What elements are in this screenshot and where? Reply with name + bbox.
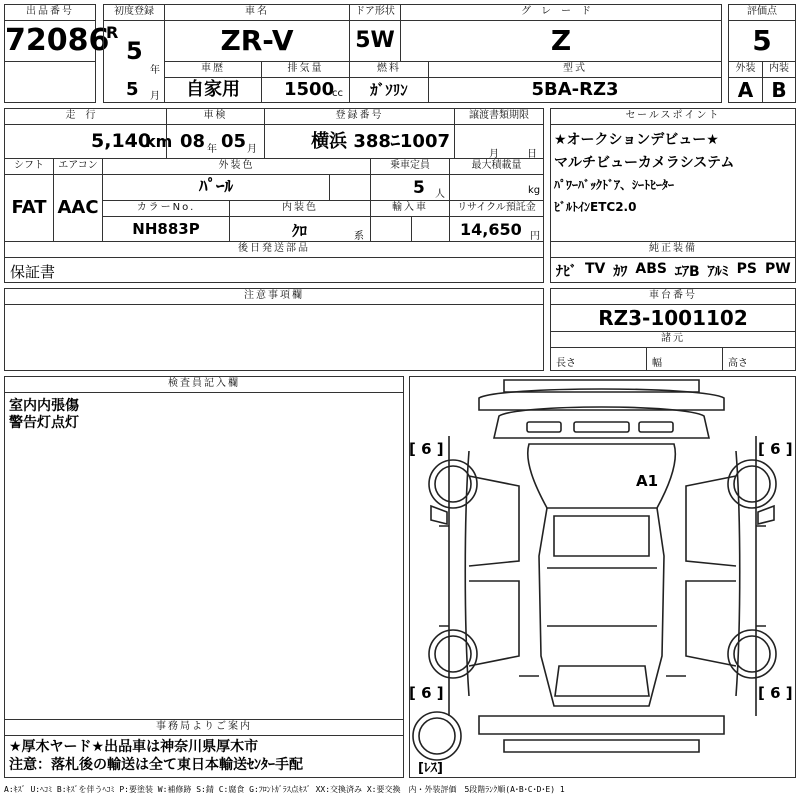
score-label-cell: 評価点: [728, 4, 796, 21]
equip-ps: PS: [736, 261, 757, 277]
later-parts: 保証書: [10, 263, 56, 281]
exterior-grade: A: [737, 78, 754, 102]
dims-height-cell: [722, 347, 796, 371]
history-cell: [164, 77, 262, 103]
tire-front-left-depth: [ 6 ]: [409, 440, 444, 458]
interior-label-cell: 内装: [762, 61, 796, 78]
exterior-cell: [728, 77, 763, 103]
later-parts-label-cell: 後日発送部品: [4, 241, 544, 258]
int-color-cell: [229, 216, 371, 242]
displacement: 1500: [284, 79, 335, 100]
transfer-label-cell: 譲渡書類期限: [454, 108, 544, 125]
model-cell: [428, 77, 722, 103]
transfer-day-unit: 日: [527, 149, 537, 160]
air-conditioner: AAC: [57, 197, 99, 218]
history-label-cell: 車歴: [164, 61, 262, 78]
door-cell: [349, 20, 401, 62]
chassis-number: RZ3-1001102: [598, 306, 748, 330]
car-name-label-cell: 車名: [164, 4, 350, 21]
inspector-cell: [4, 392, 404, 720]
fuel-label-cell: 燃料: [349, 61, 429, 78]
first-reg-year-unit: 年: [150, 65, 160, 76]
office-cell: [4, 735, 404, 778]
interior-color-unit: 系: [354, 231, 364, 242]
lot-no-label-cell: 出品番号: [4, 4, 96, 21]
door-type: 5W: [355, 28, 395, 53]
inspection-year: 08: [180, 131, 206, 152]
first-reg-year: 5: [126, 37, 143, 65]
ext-color-extra-cell: [329, 174, 371, 201]
equip-leather: ｶﾜ: [613, 264, 628, 280]
ac-cell: [53, 174, 103, 242]
capacity-label-cell: 乗車定員: [370, 158, 450, 175]
displacement-cell: [261, 77, 350, 103]
sales-point-1: ★オークションデビュー★: [554, 132, 719, 148]
equipment-label-cell: 純正装備: [550, 241, 796, 258]
max-load-unit: kg: [528, 185, 541, 196]
office-note-1: ★厚木ヤード★出品車は神奈川県厚木市: [9, 739, 259, 755]
dims-height-label: 高さ: [728, 358, 748, 369]
import-cell-a: [370, 216, 412, 242]
shift-cell: [4, 174, 54, 242]
first-reg-month: 5: [126, 79, 139, 100]
interior-cell: [762, 77, 796, 103]
inspector-label-cell: 検査員記入欄: [4, 376, 404, 393]
ac-label-cell: エアコン: [53, 158, 103, 175]
car-name: ZR-V: [220, 24, 294, 57]
dims-length-label: 長さ: [556, 358, 576, 369]
equip-tv: TV: [585, 261, 606, 277]
score-cell: [728, 20, 796, 62]
history: 自家用: [186, 79, 240, 100]
chassis-label-cell: 車台番号: [550, 288, 796, 305]
legend: A:ｷｽﾞ U:ﾍｺﾐ B:ｷｽﾞを伴うﾍｺﾐ P:要塗装 W:補修跡 S:錆 C:腐食 G:ﾌﾛﾝﾄｶﾞﾗｽ点ｷｽﾞ XX:交換済み X:要交換 内・外装評価 5段階ﾗﾝｸ順(A･B･C･D･E) 1: [4, 785, 565, 794]
tire-rear-left-depth: [ 6 ]: [409, 684, 444, 702]
recycle-cell: [449, 216, 544, 242]
reg-no-label-cell: 登録番号: [264, 108, 455, 125]
inspection-label-cell: 車検: [166, 108, 265, 125]
capacity-unit: 人: [435, 189, 445, 200]
spare-tire-label: [ﾚｽ]: [418, 761, 443, 776]
model-label-cell: 型式: [428, 61, 722, 78]
registration-number: 横浜 388ﾆ1007: [311, 131, 450, 152]
inspection-year-unit: 年: [207, 144, 217, 155]
equip-airbag: ｴｱB: [674, 264, 700, 280]
first-reg-month-unit: 月: [150, 91, 160, 102]
tire-rear-right-depth: [ 6 ]: [758, 684, 793, 702]
first-reg-era: R: [106, 23, 119, 42]
fuel: ｶﾞｿﾘﾝ: [370, 81, 408, 99]
recycle-unit: 円: [530, 231, 540, 242]
displacement-unit: cc: [332, 88, 343, 99]
max-load-label-cell: 最大積載量: [449, 158, 544, 175]
equipment-cell: [550, 257, 796, 283]
color-no-cell: [102, 216, 230, 242]
color-number: NH883P: [132, 220, 200, 238]
dims-width-cell: [646, 347, 723, 371]
sales-points-cell: [550, 124, 796, 242]
damage-mark-a1: A1: [636, 472, 659, 490]
color-no-label-cell: カラーNo.: [102, 200, 230, 217]
transfer-cell: [454, 124, 544, 159]
later-parts-cell: [4, 257, 544, 283]
notes-cell: [4, 304, 544, 371]
mileage: 5,140: [91, 130, 152, 152]
sales-point-2: マルチビューカメラシステム: [554, 155, 735, 171]
lot-no-cell: [4, 20, 110, 62]
exterior-label-cell: 外装: [728, 61, 763, 78]
car-name-cell: [164, 20, 350, 62]
model: 5BA-RZ3: [531, 79, 619, 100]
dims-length-cell: [550, 347, 647, 371]
car-diagram: [409, 376, 796, 778]
lot-blank-cell: [4, 61, 96, 103]
mileage-unit: km: [145, 132, 173, 151]
transfer-month-unit: 月: [489, 149, 499, 160]
shift-label-cell: シフト: [4, 158, 54, 175]
exterior-color: ﾊﾟｰﾙ: [199, 177, 233, 197]
sales-point-4: ﾋﾞﾙﾄｲﾝETC2.0: [554, 200, 637, 214]
inspection-month-unit: 月: [247, 144, 257, 155]
capacity-cell: [370, 174, 450, 201]
equip-pw: PW: [765, 261, 791, 277]
first-reg-label-cell: 初度登録: [103, 4, 165, 21]
recycle-label-cell: リサイクル預託金: [449, 200, 544, 217]
dims-label-cell: 諸元: [550, 331, 796, 348]
door-label-cell: ドア形状: [349, 4, 401, 21]
sales-points-label-cell: セールスポイント: [550, 108, 796, 125]
tire-front-right-depth: [ 6 ]: [758, 440, 793, 458]
inspection-cell: [166, 124, 265, 159]
grade-label-cell: グレード: [400, 4, 722, 21]
ext-color-label-cell: 外装色: [102, 158, 371, 175]
import-label-cell: 輸入車: [370, 200, 450, 217]
chassis-cell: [550, 304, 796, 332]
interior-grade: B: [771, 78, 787, 102]
import-cell-b: [411, 216, 450, 242]
equip-alloy: ｱﾙﾐ: [707, 264, 729, 280]
dims-width-label: 幅: [652, 358, 662, 369]
ext-color-cell: [102, 174, 330, 201]
shift: FAT: [11, 197, 47, 218]
max-load-cell: [449, 174, 544, 201]
grade: Z: [550, 24, 572, 57]
capacity: 5: [413, 178, 425, 198]
inspector-note-2: 警告灯点灯: [9, 415, 79, 431]
fuel-cell: [349, 77, 429, 103]
lot-number: 72086: [5, 23, 110, 58]
grade-cell: [400, 20, 722, 62]
score: 5: [752, 24, 772, 57]
notes-label-cell: 注意事項欄: [4, 288, 544, 305]
displacement-label-cell: 排気量: [261, 61, 350, 78]
office-label-cell: 事務局よりご案内: [4, 719, 404, 736]
equip-abs: ABS: [635, 261, 667, 277]
recycle-fee: 14,650: [460, 220, 522, 239]
int-color-label-cell: 内装色: [229, 200, 371, 217]
inspector-note-1: 室内内張傷: [9, 398, 79, 414]
mileage-label-cell: 走行: [4, 108, 167, 125]
first-reg-cell: [103, 20, 165, 103]
mileage-cell: [4, 124, 173, 159]
interior-color: ｸﾛ: [292, 222, 308, 240]
sales-point-3: ﾊﾟﾜｰﾊﾞｯｸﾄﾞｱ、ｼｰﾄﾋｰﾀｰ: [554, 178, 675, 192]
office-note-2: 注意：落札後の輸送は全て東日本輸送ｾﾝﾀｰ手配: [9, 757, 303, 773]
reg-no-cell: [264, 124, 455, 159]
inspection-month: 05: [221, 131, 247, 152]
equip-navi: ﾅﾋﾞ: [556, 264, 577, 280]
